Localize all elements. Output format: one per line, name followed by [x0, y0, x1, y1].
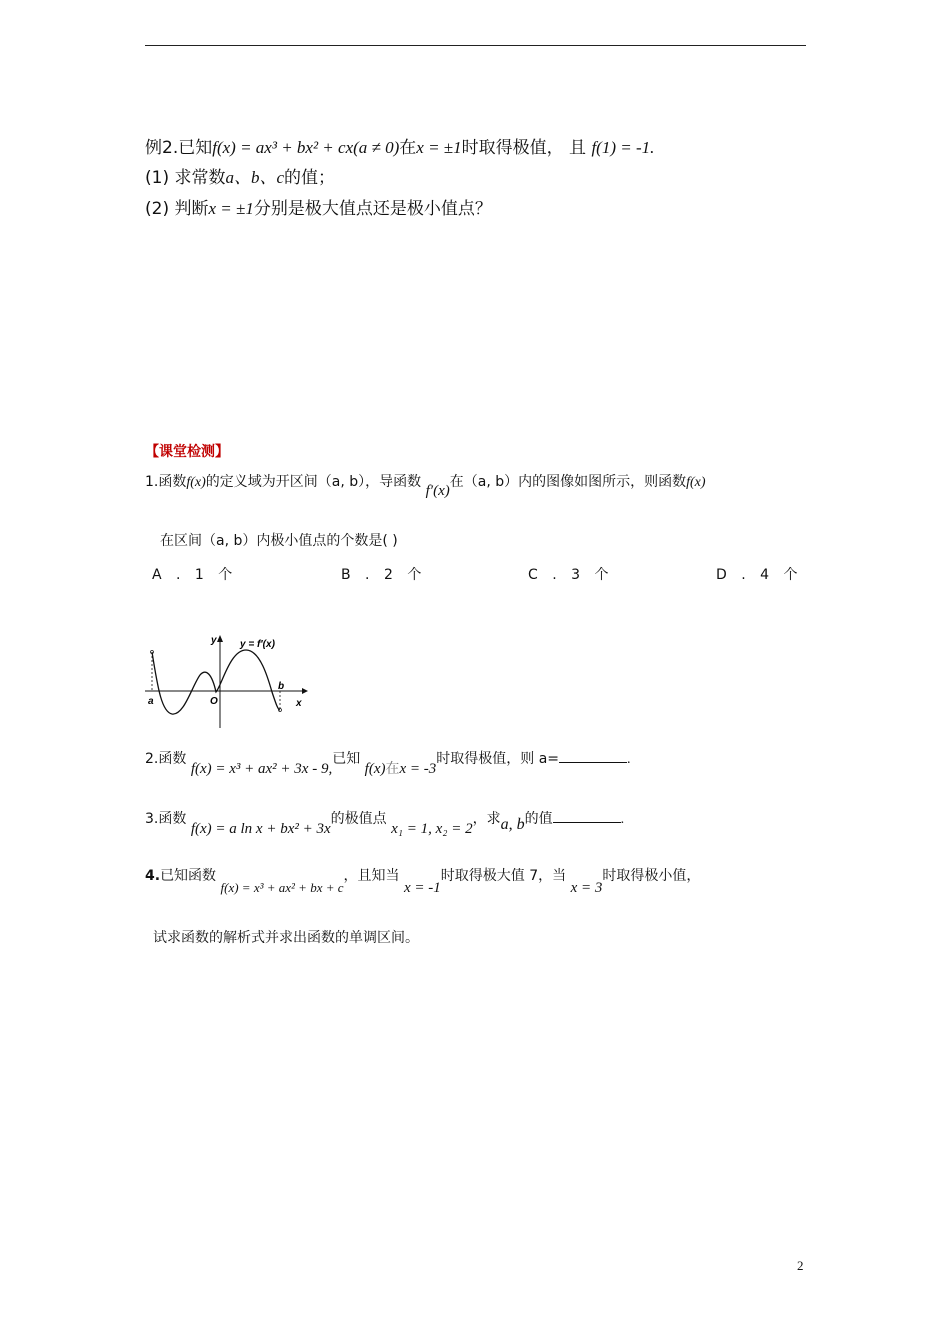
problem-3 — [145, 808, 625, 837]
problem-number: 4. — [145, 868, 161, 884]
function-formula: f(x) = x³ + ax² + bx + c — [220, 880, 344, 895]
constants: a、b、c — [225, 168, 285, 187]
section-title: 【课堂检测】 — [145, 444, 229, 460]
header-rule — [145, 45, 806, 46]
question-tail: 分别是极大值点还是极小值点？ — [253, 199, 492, 219]
text-segment: 函数 — [158, 811, 187, 827]
option-d-label: D . 4 个 — [716, 567, 803, 583]
text-segment: 已知 — [178, 138, 213, 158]
x-axis-arrow — [302, 688, 308, 694]
problem-number: 3. — [145, 811, 159, 827]
problem-4-line-2: 试求函数的解析式并求出函数的单调区间。 — [153, 930, 419, 946]
extremum-points: x₁ = 1, x₂ = 2 — [391, 821, 473, 837]
option-d[interactable] — [716, 564, 803, 584]
text-segment: 时取得极值，则 a= — [436, 751, 560, 767]
option-a[interactable] — [152, 564, 237, 584]
curve-label: y = f′(x) — [240, 639, 275, 650]
text-segment: ，求 — [472, 811, 501, 827]
derivative-graph — [140, 630, 312, 730]
text-segment: 在 — [399, 138, 417, 158]
b-label: b — [278, 681, 285, 692]
problem-2 — [145, 748, 631, 777]
x-label: x — [296, 698, 302, 709]
question-prefix: (2) 判断 — [145, 199, 209, 219]
origin-label: O — [210, 696, 218, 707]
text-segment: 时取得极值， 且 — [461, 138, 587, 158]
function-formula: f(x) = ax³ + bx² + cx(a ≠ 0) — [212, 138, 400, 157]
text-segment: 时取得极小值， — [602, 868, 701, 884]
function-formula: f(x) = x³ + ax² + 3x - 9, — [190, 761, 333, 777]
text-segment: 函数 — [158, 474, 187, 490]
question-prefix: (1) 求常数 — [145, 168, 226, 188]
x-minimum: x = 3 — [570, 880, 603, 896]
question-tail: 的值； — [284, 168, 336, 188]
condition-group — [365, 761, 437, 777]
text-segment: 时取得极大值 7，当 — [440, 868, 567, 884]
derivative-symbol: f′(x) — [425, 483, 450, 499]
x-value: x = -3 — [399, 761, 437, 777]
period: . — [627, 752, 631, 767]
variables: a, b — [500, 816, 525, 833]
option-b[interactable] — [341, 564, 426, 584]
example-label: 例2. — [145, 138, 179, 158]
option-a-label: A . 1 个 — [152, 567, 238, 583]
problem-1-line-1 — [145, 471, 706, 499]
function-formula: f(x) = a ln x + bx² + 3x — [190, 821, 331, 837]
example-2-question-1 — [145, 163, 335, 188]
option-c-label: C . 3 个 — [528, 567, 614, 583]
function-symbol: f(x) — [186, 475, 206, 490]
option-b-label: B . 2 个 — [341, 567, 427, 583]
text-segment: 的极值点 — [330, 811, 387, 827]
example-2-statement — [145, 133, 654, 158]
a-label: a — [148, 696, 154, 707]
text-segment: 已知函数 — [160, 868, 217, 884]
problem-number: 1. — [145, 474, 159, 490]
x-maximum: x = -1 — [403, 880, 441, 896]
text-segment: 在（a, b）内的图像如图所示，则函数 — [449, 474, 687, 490]
value-condition: f(1) = -1. — [591, 138, 655, 157]
problem-4-line-1 — [145, 865, 701, 896]
function-symbol: f(x) — [364, 761, 386, 777]
function-symbol: f(x) — [686, 475, 706, 490]
text-segment: 已知 — [332, 751, 361, 767]
text-segment: 函数 — [158, 751, 187, 767]
text-segment: ，且知当 — [343, 868, 400, 884]
answer-blank[interactable] — [553, 822, 621, 823]
x-values: x = ±1 — [208, 199, 254, 218]
option-c[interactable] — [528, 564, 613, 584]
text-segment: 的值 — [524, 811, 553, 827]
problem-number: 2. — [145, 751, 159, 767]
page-number: 2 — [797, 1258, 804, 1273]
y-axis-arrow — [217, 635, 223, 642]
example-2-question-2 — [145, 194, 492, 219]
y-label: y — [211, 635, 217, 646]
answer-blank[interactable] — [559, 762, 627, 763]
extremum-condition: x = ±1 — [416, 138, 462, 157]
text-segment: 的定义域为开区间（a, b），导函数 — [205, 474, 422, 490]
text-segment: 在 — [385, 761, 400, 777]
period: . — [620, 812, 625, 827]
problem-1-line-2: 在区间（a, b）内极小值点的个数是( ) — [160, 533, 398, 549]
